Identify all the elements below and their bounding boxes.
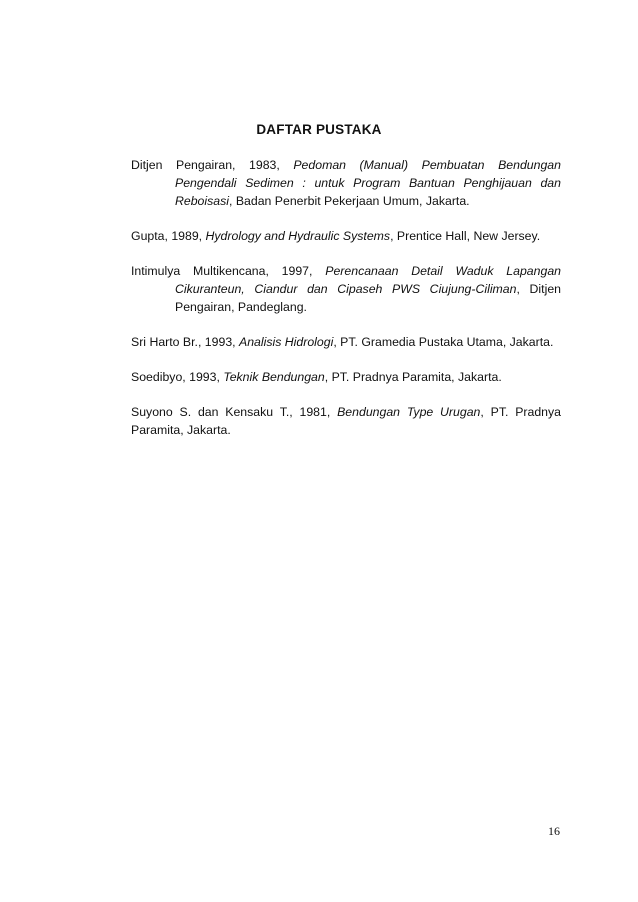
reference-publisher: , Badan Penerbit Pekerjaan Umum, Jakarta. bbox=[229, 194, 470, 208]
reference-publisher: , PT. Pradnya Paramita, Jakarta. bbox=[324, 370, 502, 384]
reference-publisher: , PT. Pradnya Paramita, Jakarta. bbox=[131, 405, 561, 437]
bibliography-list bbox=[131, 156, 561, 456]
reference-author: Gupta, 1989, bbox=[131, 229, 206, 243]
reference-author: Suyono S. dan Kensaku T., 1981, bbox=[131, 405, 338, 419]
reference-author: Intimulya Multikencana, 1997, bbox=[131, 264, 326, 278]
reference-entry-1 bbox=[131, 156, 561, 210]
reference-entry-5 bbox=[131, 368, 561, 386]
reference-publisher: , Prentice Hall, New Jersey. bbox=[390, 229, 541, 243]
reference-author: Sri Harto Br., 1993, bbox=[131, 335, 239, 349]
reference-title: Teknik Bendungan bbox=[223, 370, 325, 384]
reference-entry-3 bbox=[131, 262, 561, 316]
reference-entry-2 bbox=[131, 227, 561, 245]
reference-entry-6 bbox=[131, 403, 561, 439]
reference-author: Soedibyo, 1993, bbox=[131, 370, 224, 384]
reference-author: Ditjen Pengairan, 1983, bbox=[131, 158, 294, 172]
page-number: 16 bbox=[548, 824, 560, 838]
reference-publisher: , PT. Gramedia Pustaka Utama, Jakarta. bbox=[333, 335, 554, 349]
reference-title: Pedoman (Manual) Pembuatan Bendungan Pengendali Sedimen : untuk Program Bantuan Penghijauan dan Reboisasi bbox=[175, 158, 561, 208]
page-title: DAFTAR PUSTAKA bbox=[256, 122, 382, 137]
reference-entry-4 bbox=[131, 333, 561, 351]
reference-title: Analisis Hidrologi bbox=[239, 335, 334, 349]
reference-title: Perencanaan Detail Waduk Lapangan Cikuranteun, Ciandur dan Cipaseh PWS Ciujung-Ciliman bbox=[175, 264, 561, 296]
reference-title: Hydrology and Hydraulic Systems bbox=[205, 229, 391, 243]
reference-publisher: , Ditjen Pengairan, Pandeglang. bbox=[175, 282, 561, 314]
reference-title: Bendungan Type Urugan bbox=[337, 405, 481, 419]
